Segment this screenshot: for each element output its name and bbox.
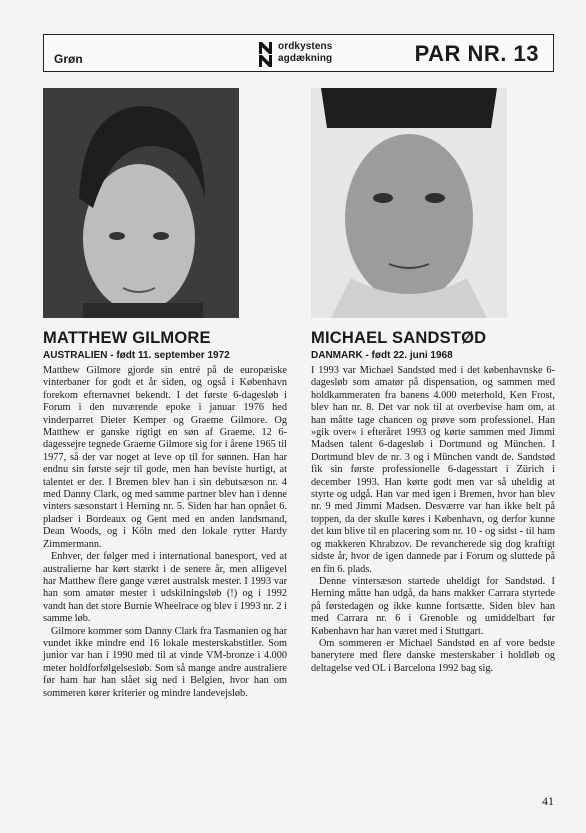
rider-photo-gilmore — [43, 88, 239, 318]
bio-paragraph: Enhver, der følger med i international banesport, ved at australierne har kørt stærkt i de senere år, men alligevel har Matthew flere gange været australsk mester. I 1993 var han som amatør mester i udskilningsløb (!) og i 1992 vandt han det store Burnie Wheelrace og blev i 1993 nr. 2 i samme løb. — [43, 551, 287, 625]
nordkystens-dagdaekning-logo — [256, 38, 376, 70]
rider-photo-sandstod — [311, 88, 507, 318]
par-number-title: PAR NR. 13 — [414, 41, 539, 66]
rider-biography — [43, 365, 287, 700]
logo-text-line1: ordkystens — [278, 41, 333, 52]
rider-nationality-birth: AUSTRALIEN - født 11. september 1972 — [43, 350, 230, 361]
bio-paragraph: I 1993 var Michael Sandstød med i det københavnske 6-dagesløb som amatør på dispensation, og sammen med holdkammeraten fra banens 4.000 meterhold, Ken Frost, blev han nr. 8. Det var nok til at overbevise ham om, at han måtte tage chancen og prøve som professionel. Han »gik over« i efteråret 1993 og kørte sammen med Jimmi Madsen talent 6-dagesløb i Dortmund og München. I Dortmund blev de nr. 3 og i München vandt de. Sandstød fik sin første professionelle 6-dagesstart i Zürich i december 1993. Han kørte godt men var så uheldig at styrte og udgå. Han var med igen i Bremen, hvor han blev nr. 9 med Jimmi Madsen. Desværre var han ikke helt på toppen, da der skulle køres i København, og derfor kunne det kun blive til en placering som nr. 10 - og sidst - til ham og makkeren Khrabzov. De revancherede sig dog kraftigt sidste år, hvor de igen dannede par i Forum og sluttede på en fin 6. plads. — [311, 365, 555, 575]
rider-biography — [311, 365, 555, 675]
rider-column-right — [311, 329, 555, 675]
bio-paragraph: Gilmore kommer som Danny Clark fra Tasmanien og har vundet ikke mindre end 16 lokale mesterskabstitler. Som junior var han i 1990 med til at vinde VM-bronze i 4.000 meter holdforfølgelsesløb. Som så mange andre australiere før ham har han slået sig ned i Belgien, hvor han om sommeren kører kriterier og mindre landevejsløb. — [43, 625, 287, 699]
rider-column-left — [43, 329, 287, 700]
logo-text-line2: agdækning — [278, 53, 333, 64]
rider-name: MICHAEL SANDSTØD — [311, 329, 487, 347]
rider-nationality-birth: DANMARK - født 22. juni 1968 — [311, 350, 453, 361]
page-number: 41 — [542, 794, 554, 808]
bio-paragraph: Denne vintersæson startede uheldigt for Sandstød. I Herning måtte han udgå, da hans makker Carrara styrtede på førstedagen og ikke kunne fortsætte. Siden blev han med Carrara nr. 6 i Grenoble og umiddelbart før København har han været med i Stuttgart. — [311, 575, 555, 637]
rider-name: MATTHEW GILMORE — [43, 329, 211, 347]
group-label: Grøn — [54, 52, 83, 66]
bio-paragraph: Om sommeren er Michael Sandstød en af vore bedste banerytere med flere danske mesterskaber i holdløb og deltagelse ved OL i Barcelona 1992 bag sig. — [311, 637, 555, 674]
bio-paragraph: Matthew Gilmore gjorde sin entré på de europæiske vinterbaner for godt et år siden, og også i København forekom efternavnet bekendt. I det første 6-dagesløb i Forum i den nuværende epoke i januar 1976 hed vinderparret Dieter Kemper og Graeme Gilmore. Og Matthew er ganske rigtigt en søn af Graeme. 12 6-dagessejre tegnede Graeme Gilmore sig for i årene 1965 til 1977, så der var noget at leve op til for sønnen. Han har endnu sin første sejr til gode, men han beviste hurtigt, at talentet er der. I Bremen blev han i sin debutsæson nr. 4 med Danny Clark, og med samme partner blev han i denne vinters sæsonstart i Herning nr. 5. Siden har han opnået 6. pladser i Bordeaux og Gent med en anden landsmand, Dean Woods, og i Köln med den lokale rytter Hardy Zimmermann. — [43, 365, 287, 550]
page-header — [43, 34, 554, 72]
